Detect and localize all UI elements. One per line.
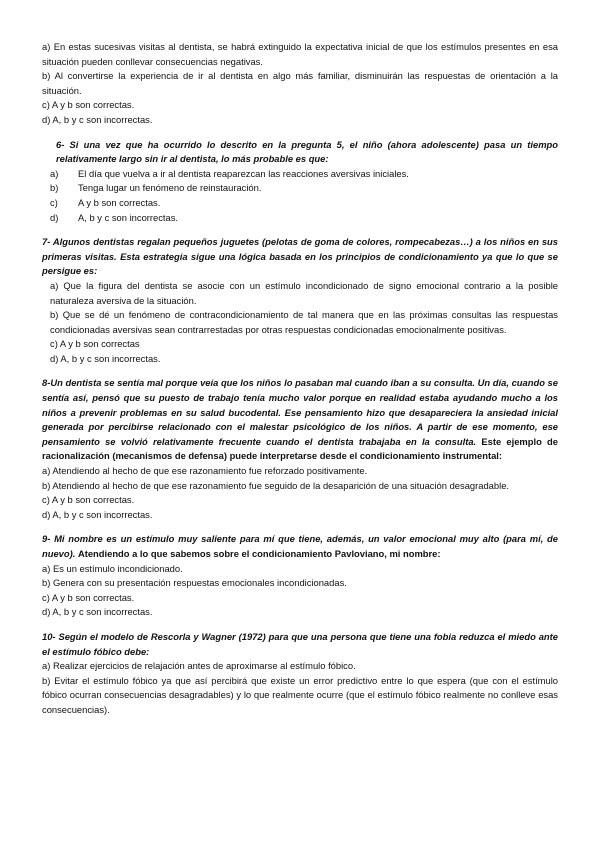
question-7 bbox=[42, 235, 558, 366]
option-a: a) Es un estímulo incondicionado. bbox=[42, 562, 183, 574]
question-9 bbox=[42, 532, 558, 620]
question-8 bbox=[42, 376, 558, 522]
question-6 bbox=[42, 138, 558, 226]
option-c: c) A y b son correctas bbox=[50, 338, 140, 350]
question-9-scenario: 9- Mi nombre es un estímulo muy saliente para mí que tiene, además, un valor emocional muy alto (para mí, de nuevo). bbox=[42, 533, 558, 559]
option-letter: a) bbox=[50, 167, 59, 179]
option-text: Tenga lugar un fenómeno de reinstauración. bbox=[78, 182, 262, 194]
option-c: c) A y b son correctas. bbox=[42, 591, 135, 603]
option-a: a) En estas sucesivas visitas al dentista, se habrá extinguido la expectativa inicial de que los estímulos presentes en esa situación pueden conllevar consecuencias negativas. bbox=[42, 41, 558, 67]
option-d: d) A, b y c son incorrectas. bbox=[50, 352, 161, 364]
option-a: a) Atendiendo al hecho de que ese razonamiento fue reforzado positivamente. bbox=[42, 465, 368, 477]
option-d: d) A, b y c son incorrectas. bbox=[42, 113, 153, 125]
question-7-title: 7- Algunos dentistas regalan pequeños juguetes (pelotas de goma de colores, rompecabezas…) a los niños en sus primeras visitas. Esta estrategia sigue una lógica basada en los principios de condicionamiento ya que lo que se persigue es: bbox=[42, 236, 558, 277]
option-b: b) Al convertirse la experiencia de ir al dentista en algo más familiar, disminuirán las respuestas de orientación a la situación. bbox=[42, 70, 558, 96]
option-c: c) A y b son correctas. bbox=[42, 494, 135, 506]
option-d: d) A, b y c son incorrectas. bbox=[42, 508, 153, 520]
question-6-title: 6- Si una vez que ha ocurrido lo descrito en la pregunta 5, el niño (ahora adolescente) pasa un tiempo relativamente largo sin ir al dentista, lo más probable es que: bbox=[56, 138, 558, 165]
option-text: A, b y c son incorrectas. bbox=[78, 211, 179, 223]
option-d: d) A, b y c son incorrectas. bbox=[42, 606, 153, 618]
option-c: c) A y b son correctas. bbox=[42, 99, 135, 111]
option-b: b) Que se dé un fenómeno de contracondicionamiento de tal manera que en las próximas consultas las respuestas condicionadas aversivas sean contrarrestadas por otras respuestas condicionadas emocionalmente positivas. bbox=[50, 309, 558, 335]
option-letter: b) bbox=[50, 182, 59, 194]
question-5-options bbox=[42, 40, 558, 128]
question-8-title bbox=[42, 376, 558, 464]
option-letter: d) bbox=[50, 211, 59, 223]
question-9-title bbox=[42, 532, 558, 561]
document-page bbox=[42, 40, 558, 718]
question-8-scenario: 8-Un dentista se sentía mal porque veía que los niños lo pasaban mal cuando iban a su consulta. Un día, cuando se sentía así, pensó que su puesto de trabajo tenía mucho valor porque en realidad estaba ayudando mucho a los niños a prevenir problemas en su salud bucodental. Ese pensamiento hizo que desapareciera la ansiedad inicial generada por percibirse relacionado con el malestar psicológico de los niños. A partir de ese momento, ese pensamiento se volvió relativamente frecuente cuando el dentista trabajaba en la consulta. bbox=[42, 377, 558, 447]
option-letter: c) bbox=[50, 196, 58, 208]
option-text: El día que vuelva a ir al dentista reaparezcan las reacciones aversivas iniciales. bbox=[78, 167, 409, 179]
question-8-prompt: Este ejemplo de racionalización (mecanismos de defensa) puede interpretarse desde el condicionamiento instrumental: bbox=[42, 435, 558, 462]
option-row bbox=[42, 181, 558, 196]
option-row bbox=[42, 167, 558, 182]
option-row bbox=[42, 211, 558, 226]
option-b: b) Atendiendo al hecho de que ese razonamiento fue seguido de la desaparición de una situación desagradable. bbox=[42, 479, 510, 491]
question-10 bbox=[42, 630, 558, 718]
option-a: a) Realizar ejercicios de relajación antes de aproximarse al estímulo fóbico. bbox=[42, 660, 356, 672]
option-b: b) Evitar el estímulo fóbico ya que así percibirá que existe un error predictivo entre lo que espera (que con el estímulo fóbico ocurran consecuencias desagradables) y lo que realmente ocurre (que el estímulo fóbico realmente no conlleve esas consecuencias). bbox=[42, 674, 558, 715]
option-b: b) Genera con su presentación respuestas emocionales incondicionadas. bbox=[42, 577, 347, 589]
option-a: a) Que la figura del dentista se asocie con un estímulo incondicionado de signo emocional contrario a la posible naturaleza aversiva de la situación. bbox=[50, 279, 558, 306]
option-text: A y b son correctas. bbox=[78, 196, 161, 208]
option-row bbox=[42, 196, 558, 211]
question-9-prompt: Atendiendo a lo que sabemos sobre el condicionamiento Pavloviano, mi nombre: bbox=[77, 548, 441, 559]
question-10-title: 10- Según el modelo de Rescorla y Wagner (1972) para que una persona que tiene una fobia reduzca el miedo ante el estímulo fóbico debe: bbox=[42, 630, 558, 657]
